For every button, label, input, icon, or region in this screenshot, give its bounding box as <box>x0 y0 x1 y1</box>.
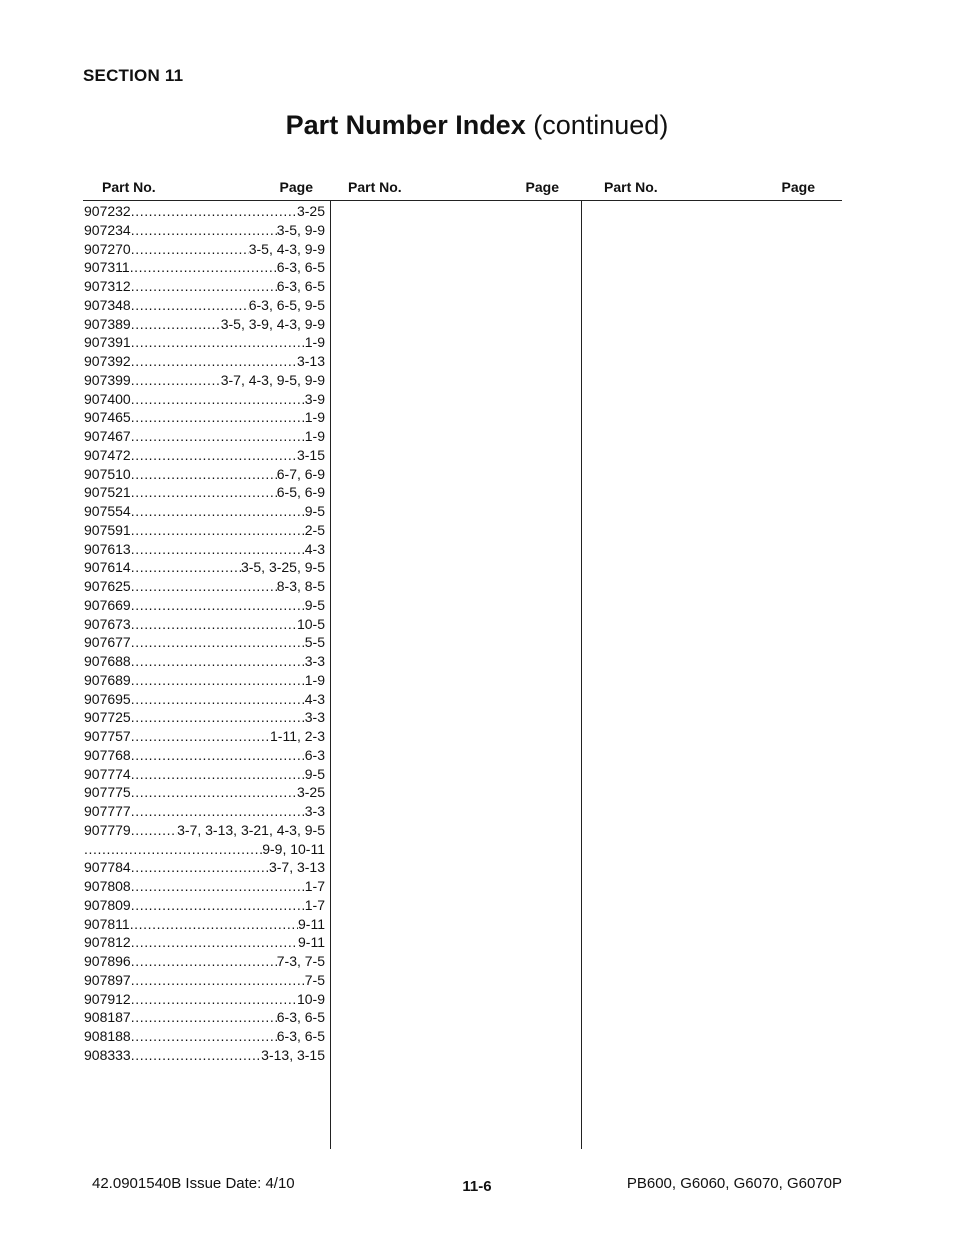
page-references: 1-11, 2-3 <box>270 728 325 744</box>
dot-leader <box>131 933 298 952</box>
index-entry <box>84 371 325 390</box>
dot-leader <box>131 708 305 727</box>
dot-leader <box>131 652 305 671</box>
part-number: 907669 <box>84 596 131 613</box>
part-number: 907554 <box>84 503 131 519</box>
part-number: 907812 <box>84 934 131 951</box>
part-number: 907777 <box>84 803 131 819</box>
dot-leader <box>131 746 305 765</box>
part-number: 907613 <box>84 540 131 557</box>
dot-leader <box>131 277 277 296</box>
page-references: 3-5, 4-3, 9-9 <box>248 240 325 257</box>
page-references: 6-3, 6-5 <box>276 1009 325 1026</box>
page-references: 9-11 <box>298 934 325 951</box>
dot-leader <box>131 990 297 1009</box>
dot-leader <box>131 465 277 484</box>
index-entry <box>84 615 325 634</box>
dot-leader <box>131 390 305 409</box>
part-number: 907270 <box>84 240 131 257</box>
dot-leader <box>131 671 305 690</box>
page-header: Page <box>279 179 313 195</box>
dot-leader <box>131 427 305 446</box>
page-references: 3-5, 3-9, 4-3, 9-9 <box>220 315 325 332</box>
part-number: 907472 <box>84 446 131 463</box>
model-list: PB600, G6060, G6070, G6070P <box>626 1175 842 1192</box>
part-number: 907312 <box>84 278 131 294</box>
dot-leader <box>131 483 277 502</box>
dot-leader <box>131 802 305 821</box>
page-references: 6-7, 6-9 <box>276 465 325 482</box>
dot-leader <box>131 1046 261 1065</box>
header-rule <box>83 200 842 201</box>
index-entry <box>84 952 325 971</box>
part-number: 907614 <box>84 559 131 576</box>
page-references: 6-3, 6-5 <box>276 278 325 294</box>
part-number: 907389 <box>84 315 131 332</box>
part-index-list <box>84 202 325 1065</box>
document-info: 42.0901540B Issue Date: 4/10 <box>92 1175 295 1192</box>
page-references: 1-9 <box>304 671 325 688</box>
part-number: 907625 <box>84 578 131 594</box>
page-header: Page <box>525 179 559 195</box>
part-number: 907897 <box>84 971 131 988</box>
page-references: 6-5, 6-9 <box>276 484 325 501</box>
dot-leader <box>131 333 305 352</box>
page-references: 10-9 <box>296 990 325 1007</box>
part-number: 907521 <box>84 484 131 501</box>
index-entry <box>84 390 325 409</box>
page-references: 9-9, 10-11 <box>262 840 325 857</box>
index-entry <box>84 446 325 465</box>
page-references: 7-5 <box>304 971 325 988</box>
index-entry <box>84 858 325 877</box>
dot-leader <box>131 971 305 990</box>
part-number: 907695 <box>84 690 131 707</box>
dot-leader <box>131 727 270 746</box>
dot-leader <box>131 577 277 596</box>
column-header-3 <box>604 179 815 199</box>
part-number: 907234 <box>84 221 131 238</box>
index-entry <box>84 727 325 746</box>
column-divider <box>581 201 582 1149</box>
page-references: 9-5 <box>304 765 325 782</box>
page-references: 3-5, 9-9 <box>276 221 325 238</box>
part-number: 907510 <box>84 465 131 482</box>
page-references: 5-5 <box>304 634 325 651</box>
page-references: 9-5 <box>304 503 325 519</box>
page-references: 2-5 <box>304 521 325 538</box>
page-title-main: Part Number Index <box>285 110 526 140</box>
part-number: 907392 <box>84 353 131 369</box>
index-entry <box>84 1046 325 1065</box>
dot-leader <box>131 896 305 915</box>
page-references: 4-3 <box>304 690 325 707</box>
index-entry <box>84 221 325 240</box>
part-number: 907400 <box>84 390 131 407</box>
page-title <box>0 110 954 141</box>
index-entry <box>84 408 325 427</box>
page-references: 9-5 <box>304 596 325 613</box>
part-number: 907465 <box>84 409 131 426</box>
part-number: 907591 <box>84 521 131 538</box>
page-title-suffix: (continued) <box>533 110 669 140</box>
part-number: 907673 <box>84 615 131 632</box>
index-entry <box>84 315 325 334</box>
part-number: 908188 <box>84 1028 131 1044</box>
page-references: 3-7, 3-13, 3-21, 4-3, 9-5 <box>177 821 325 838</box>
page-references: 7-3, 7-5 <box>276 953 325 969</box>
column-divider <box>330 201 331 1149</box>
part-number: 907779 <box>84 821 131 838</box>
index-entry <box>84 427 325 446</box>
page-number: 11-6 <box>462 1178 492 1195</box>
page-references: 3-9 <box>304 390 325 407</box>
page-references: 3-5, 3-25, 9-5 <box>240 559 325 576</box>
dot-leader <box>131 1008 277 1027</box>
dot-leader <box>131 446 297 465</box>
part-number: 907774 <box>84 765 131 782</box>
page-references: 1-7 <box>304 896 325 913</box>
index-entry <box>84 652 325 671</box>
page-references: 3-3 <box>304 803 325 819</box>
index-entry <box>84 633 325 652</box>
page-references: 3-25 <box>296 784 325 801</box>
dot-leader <box>131 521 305 540</box>
index-entry <box>84 596 325 615</box>
part-number: 907311 <box>84 259 130 276</box>
part-no-header: Part No. <box>348 179 402 195</box>
index-entry <box>84 896 325 915</box>
page-references: 10-5 <box>296 615 325 632</box>
page-references: 6-3, 6-5 <box>276 1028 325 1044</box>
dot-leader <box>131 202 297 221</box>
page-references: 3-15 <box>296 446 325 463</box>
index-entry <box>84 671 325 690</box>
index-entry <box>84 1008 325 1027</box>
index-entry <box>84 202 325 221</box>
dot-leader <box>131 540 305 559</box>
page-references: 3-7, 4-3, 9-5, 9-9 <box>220 371 325 388</box>
dot-leader <box>131 633 305 652</box>
page-references: 6-3, 6-5 <box>276 259 325 276</box>
part-number: 907677 <box>84 634 131 651</box>
part-number: 907784 <box>84 859 131 876</box>
part-number: 907689 <box>84 671 131 688</box>
part-number: 907775 <box>84 784 131 801</box>
page-header: Page <box>781 179 815 195</box>
page-references: 1-9 <box>304 409 325 426</box>
dot-leader <box>131 502 305 521</box>
index-entry <box>84 915 325 934</box>
index-entry <box>84 802 325 821</box>
part-number: 907467 <box>84 428 131 444</box>
page-references: 6-3 <box>304 746 325 763</box>
index-entry <box>84 990 325 1009</box>
dot-leader <box>131 877 305 896</box>
dot-leader <box>131 858 269 877</box>
part-no-header: Part No. <box>604 179 658 195</box>
part-number: 907725 <box>84 709 131 726</box>
dot-leader <box>131 765 305 784</box>
index-entry <box>84 465 325 484</box>
dot-leader <box>131 821 177 840</box>
page-references: 9-11 <box>298 915 325 932</box>
part-number: 908187 <box>84 1009 131 1026</box>
index-entry <box>84 708 325 727</box>
dot-leader <box>84 840 262 859</box>
dot-leader <box>131 315 221 334</box>
page-references: 6-3, 6-5, 9-5 <box>248 296 325 313</box>
index-entry <box>84 821 325 840</box>
part-number: 907688 <box>84 653 131 669</box>
page-references: 3-7, 3-13 <box>268 859 325 876</box>
part-number: 907768 <box>84 746 131 763</box>
dot-leader <box>131 690 305 709</box>
dot-leader <box>131 952 277 971</box>
dot-leader <box>131 371 221 390</box>
part-number: 907391 <box>84 334 131 351</box>
index-entry <box>84 765 325 784</box>
index-entry <box>84 558 325 577</box>
part-number: 907232 <box>84 203 131 219</box>
part-number: 907811 <box>84 915 130 932</box>
index-entry <box>84 971 325 990</box>
dot-leader <box>131 558 241 577</box>
part-number: 907896 <box>84 953 131 969</box>
dot-leader <box>131 352 297 371</box>
page-references: 3-3 <box>304 709 325 726</box>
index-entry <box>84 502 325 521</box>
page-references: 1-9 <box>304 334 325 351</box>
index-entry <box>84 577 325 596</box>
page-references: 3-25 <box>296 203 325 219</box>
part-number: 907912 <box>84 990 131 1007</box>
dot-leader <box>131 240 249 259</box>
index-entry <box>84 1027 325 1046</box>
dot-leader <box>130 915 298 934</box>
dot-leader <box>131 408 305 427</box>
part-no-header: Part No. <box>102 179 156 195</box>
column-header-1 <box>102 179 313 199</box>
dot-leader <box>131 596 305 615</box>
index-entry <box>84 540 325 559</box>
index-entry <box>84 690 325 709</box>
index-entry <box>84 746 325 765</box>
index-entry <box>84 877 325 896</box>
part-number: 907348 <box>84 296 131 313</box>
page-references: 3-13, 3-15 <box>261 1046 325 1063</box>
index-entry <box>84 783 325 802</box>
part-number: 907808 <box>84 878 131 894</box>
dot-leader <box>131 783 297 802</box>
dot-leader <box>131 1027 277 1046</box>
section-label: SECTION 11 <box>83 66 184 85</box>
dot-leader <box>131 615 297 634</box>
index-entry <box>84 483 325 502</box>
column-header-2 <box>348 179 559 199</box>
page-references: 4-3 <box>304 540 325 557</box>
index-entry <box>84 352 325 371</box>
page-references: 3-3 <box>304 653 325 669</box>
dot-leader <box>130 258 277 277</box>
page-references: 8-3, 8-5 <box>276 578 325 594</box>
part-number: 907399 <box>84 371 131 388</box>
dot-leader <box>131 221 277 240</box>
dot-leader <box>131 296 249 315</box>
index-entry <box>84 521 325 540</box>
page-references: 3-13 <box>296 353 325 369</box>
index-entry <box>84 933 325 952</box>
index-entry <box>84 277 325 296</box>
index-entry <box>84 258 325 277</box>
index-entry <box>84 240 325 259</box>
part-number: 907757 <box>84 728 131 744</box>
index-entry <box>84 333 325 352</box>
part-number: 908333 <box>84 1046 131 1063</box>
index-entry <box>84 296 325 315</box>
page-references: 1-7 <box>304 878 325 894</box>
index-entry <box>84 840 325 859</box>
page-references: 1-9 <box>304 428 325 444</box>
part-number: 907809 <box>84 896 131 913</box>
